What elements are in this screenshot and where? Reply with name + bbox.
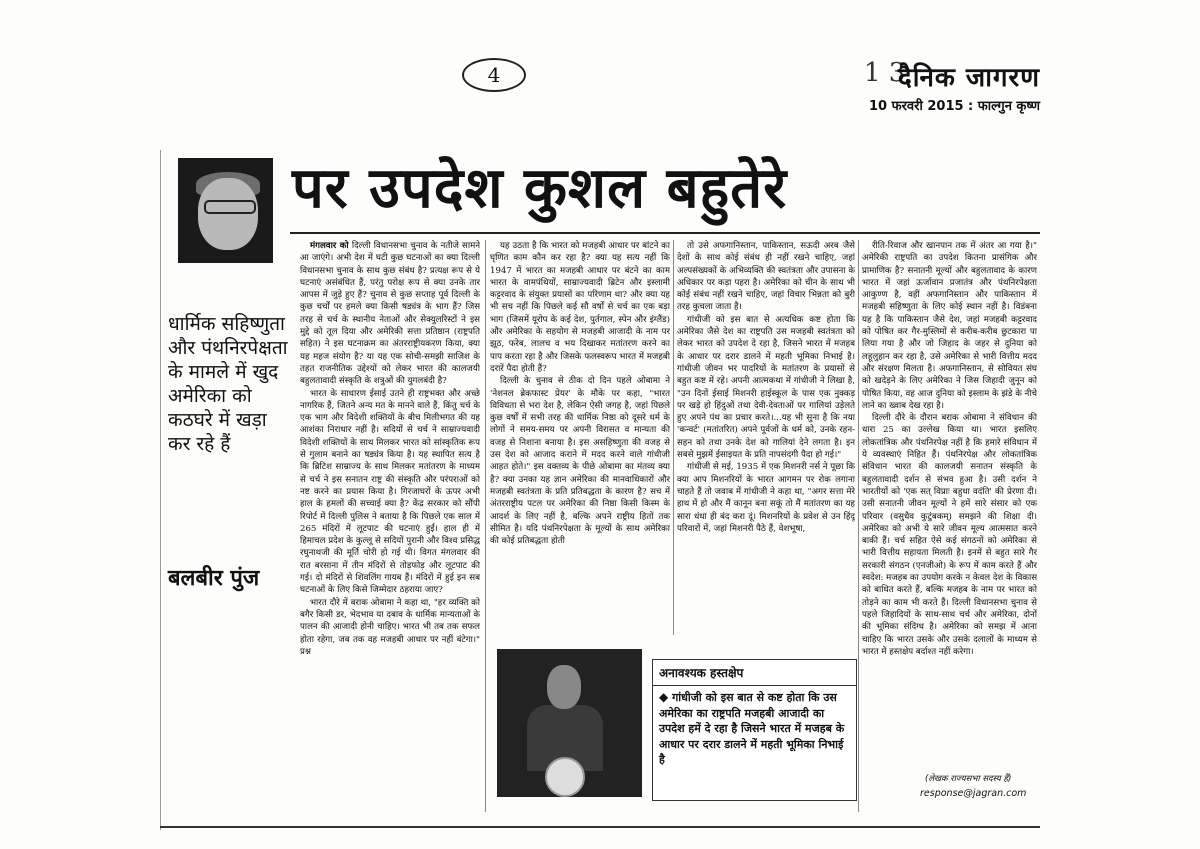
paragraph: यह उठता है कि भारत को मजहबी आधार पर बांटने का घृणित काम कौन कर रहा है? क्या यह सत्य नहीं कि 1947 में भारत का मजहबी आधार पर बंटने का काम भारत के वामपंथियों, साम्राज्यवादी ब्रिटेन और इस्लामी कट्टरवाद के संयुक्त प्रयासों का परिणाम था? और क्या यह भी सच नहीं कि पिछले कई सौ वर्षों से चर्च का एक बड़ा भाग (जिसमें यूरोप के कई देश, पुर्तगाल, स्पेन और इंग्लैंड) और अमेरिका के सहयोग से मजहबी आजादी के नाम पर झूठ, फरेब, लालच व भय दिखाकर मतांतरण करने का पाप करता रहा है और जिसके फलस्वरूप भारत में मजहबी दरारें पैदा होती हैं? — [490, 241, 670, 374]
paragraph: गांधीजी को इस बात से अत्यधिक कष्ट होता कि अमेरिका जैसे देश का राष्ट्रपति उस मजहबी स्वतंत्रता को लेकर भारत को उपदेश दे रहा है, जिसने भारत में मजहब के आधार पर दरार डालने में महती भूमिका निभाई है। गांधीजी जीवन भर पादरियों के मतांतरण के प्रयासों से बहुत कष्ट में रहे। अपनी आत्मकथा में गांधीजी ने लिखा है, "उन दिनों ईसाई मिशनरी हाईस्कूल के पास एक नुक्कड़ पर खड़े हो हिंदुओं तथा देवी-देवताओं पर गालियां उड़ेलते हुए अपने पंथ का प्रचार करते।...यह भी सुना है कि नया 'कन्वर्ट' (मतांतरित) अपने पूर्वजों के धर्म को, उनके रहन-सहन को तथा उनके देश को गालियां देने लगता है। इन सबसे मुझमें ईसाइयत के प्रति नापसंदगी पैदा हो गई।" — [677, 314, 855, 461]
deck-text: धार्मिक सहिष्णुता और पंथनिरपेक्षता के मामले में खुद अमेरिका को कठघरे में खड़ा कर रहे हैं — [168, 313, 288, 455]
presidential-seal-icon — [545, 757, 585, 797]
lead-word: मंगलवार को — [310, 241, 349, 251]
author-note: (लेखक राज्यसभा सदस्य हैं) — [925, 774, 1012, 784]
margin-rule — [160, 150, 161, 830]
pull-quote-body: गांधीजी को इस बात से कष्ट होता कि उस अमेरिका का राष्ट्रपति मजहबी आजादी का उपदेश हमें दे रहा है जिसने भारत में मजहब के आधार पर दरार डालने में महती भूमिका निभाई है — [659, 691, 845, 766]
column-rule — [858, 240, 859, 812]
article-column-1 — [300, 240, 480, 812]
paragraph: तो उसे अफगानिस्तान, पाकिस्तान, सऊदी अरब जैसे देशों के साथ कोई संबंध ही नहीं रखने चाहिए, जहां अल्पसंख्यकों के अभिव्यक्ति की स्वतंत्रता और उपासना के अधिकार पर कड़ा पहरा है। अमेरिका को चीन के साथ भी कोई संबंध नहीं रखने चाहिए, जहां विचार भिन्नता को बुरी तरह कुचला जाता है। — [677, 241, 855, 313]
obama-photo — [497, 649, 642, 797]
column-rule — [485, 240, 486, 812]
paragraph: गांधीजी से मई, 1935 में एक मिशनरी नर्स ने पूछा कि क्या आप मिशनरियों के भारत आगमन पर रोक लगाना चाहते हैं तो जवाब में गांधीजी ने कहा था, "अगर सत्ता मेरे हाथ में हो और मैं कानून बना सकूं तो मैं मतांतरण का यह सारा धंधा ही बंद करा दूं। मिशनरियों के प्रवेश से उन हिंदू परिवारों में, जहां मिशनरी पैठे हैं, वेशभूषा, — [677, 462, 855, 534]
paragraph: रीति-रिवाज और खानपान तक में अंतर आ गया है।" अमेरिकी राष्ट्रपति का उपदेश कितना प्रासंगिक और प्रामाणिक है? सनातनी मूल्यों और बहुलतावाद के कारण भारत में जहां ऊर्जावान प्रजातंत्र और पंथनिरपेक्षता आकुण्ण है, वहीं अफगानिस्तान और पाकिस्तान में मजहबी सहिष्णुता के लिए कोई स्थान नहीं है। विडंबना यह है कि पाकिस्तान जैसे देश, जहां मजहबी कट्टरवाद को पोषित कर गैर-मुस्लिमों से करीब-करीब छुटकारा पा लिया गया है और जो जिहाद के जहर से दुनिया को लहूलुहान कर रहा है, उसे अमेरिका से भारी वित्तीय मदद और संरक्षण मिलता है। अफगानिस्तान, से सोवियत संघ को खदेड़ने के लिए अमेरिका ने जिस जिहादी जुनून को पोषित किया, वह आज दुनिया को इस्लाम के झंडे के नीचे लाने का ख्वाब देख रहा है। — [862, 241, 1037, 411]
column-rule — [673, 240, 674, 635]
headline-rule — [290, 232, 1040, 234]
paragraph: भारत के साधारण ईसाई उतने ही राष्ट्रभक्त और अच्छे नागरिक हैं, जितने अन्य मत के मानने वाले हैं, किंतु चर्च के एक भाग और विदेशी शक्तियों के बीच मिलीभगत की यह आशंका निराधार नहीं है। सदियों से चर्च ने साम्राज्यवादी विदेशी शक्तियों के साथ मिलकर भारत को सांस्कृतिक रूप से गुलाम बनाने का षड्यंत्र किया है। यह स्थापित सत्य है कि ब्रिटिश साम्राज्य के साथ मिलकर मतांतरण के माध्यम से चर्च ने इस सनातन राष्ट्र की संस्कृति और परंपराओं को नष्ट करने का प्रयास किया है। गिरजाघरों के ऊपर अभी हाल के हमलों की सच्चाई क्या है? केंद्र सरकार को सौंपी रिपोर्ट में दिल्ली पुलिस ने बताया है कि पिछले एक साल में 265 मंदिरों में लूटपाट की घटनाएं हुईं। हाल ही में हिमाचल प्रदेश के कुल्लू से सदियों पुरानी और विश्व प्रसिद्ध रघुनाथजी की मूर्ति चोरी हो गई थी। विगत मंगलवार की रात बरसाना में तीन मंदिरों से तोड़फोड़ और लूटपाट की गई। दो मंदिरों से शिवलिंग गायब हैं। मंदिरों में हुई इन सब घटनाओं के लिए किसे जिम्मेदार ठहराया जाए? — [300, 388, 480, 596]
author-photo — [178, 158, 273, 263]
handwritten-page-number: 4 — [462, 58, 526, 92]
paper-date: 10 फरवरी 2015 : फाल्गुन कृष्ण — [868, 99, 1040, 114]
article-column-2 — [490, 240, 670, 635]
bullet-icon: ◆ — [659, 690, 669, 704]
handwritten-mark: 1 3 — [864, 58, 906, 88]
article-column-4 — [862, 240, 1037, 812]
bottom-rule — [160, 826, 1040, 828]
paragraph: दिल्ली विधानसभा चुनाव के नतीजे सामने आ जाएंगे। अभी देश में घटी कुछ घटनाओं का क्या दिल्ली विधानसभा चुनाव के साथ कुछ संबंध है? प्रत्यक्ष रूप से ये घटनाएं असंबंधित हैं, परंतु परोक्ष रूप से क्या उनके तार आपस में जुड़े हुए हैं? चुनाव से कुछ सप्ताह पूर्व दिल्ली के कुछ चर्चों पर हमले क्या किसी षड्यंत्र के भाग हैं? जिस तरह से चर्च के स्थानीय नेताओं और सेक्युलरिस्टों ने इस मुद्दे को तूल दिया और अमेरिकी सत्ता प्रतिष्ठान (राष्ट्रपति सहित) ने इस घटनाक्रम का अंतरराष्ट्रीयकरण किया, क्या यह महज संयोग है? या यह एक सोची-समझी साजिश के तहत राजनीतिक उद्देश्यों को लेकर भारत की कालजयी बहुलतावादी संस्कृति के शत्रुओं की युगलबंदी है? — [300, 241, 480, 387]
paragraph: दिल्ली दौरे के दौरान बराक ओबामा ने संविधान की धारा 25 का उल्लेख किया था। भारत इसलिए लोकतांत्रिक और पंथनिरपेक्ष नहीं है कि हमारे संविधान में ये व्यवस्थाएं निहित हैं। पंथनिरपेक्ष और लोकतांत्रिक संविधान भारत की कालजयी सनातन संस्कृति के बहुलतावादी दर्शन से संभव हुआ है। उसी दर्शन ने भारतीयों को 'एक सत् विप्राः बहुधा वदंति' की प्रेरणा दी। उसी सनातनी जीवन मूल्यों ने हमें सारे संसार को एक परिवार (वसुधैव कुटुंबकम्) समझने की शिक्षा दी। अमेरिका को अभी ये सारे जीवन मूल्य आत्मसात करने बाकी हैं। चर्च सहित ऐसे कई संगठनों को अमेरिका से भारी वित्तीय सहायता मिलती है। इनमें से बहुत सारे गैर सरकारी संगठन (एनजीओ) के रूप में काम करते हैं और स्वदेश: मजहब का उपयोग करके न केवल देश के विकास को बाधित करते हैं, बल्कि मजहब के नाम पर भारत को तोड़ने का काम भी करते हैं। दिल्ली विधानसभा चुनाव से पहले जिहादियों के साथ-साथ चर्च और अमेरिका, दोनों की भूमिका संदिग्ध है। अमेरिका को समझ में आना चाहिए कि भारत उसके और उसके दलालों के माध्यम से भारत में हस्तक्षेप बर्दाश्त नहीं करेगा। — [862, 413, 1037, 657]
paragraph: दिल्ली के चुनाव से ठीक दो दिन पहले ओबामा ने 'नेशनल ब्रेकफास्ट प्रेयर' के मौके पर कहा, "भारत विविधता से भरा देश है, लेकिन ऐसी जगह है, जहां पिछले कुछ वर्षों में सभी तरह की धार्मिक निष्ठा को दूसरे धर्म के लोगों ने समय-समय पर अपनी विरासत व मान्यता की वजह से निशाना बनाया है। इस असहिष्णुता की वजह से उस देश को आजाद कराने में मदद करने वाले गांधीजी आहत होते।" इस वक्तव्य के पीछे ओबामा का मंतव्य क्या है? क्या उनका यह ज्ञान अमेरिका की मानवाधिकारों और मजहबी स्वतंत्रता के प्रति प्रतिबद्धता के कारण है? सच में अंतरराष्ट्रीय पटल पर अमेरिका की निष्ठा किसी किस्म के आदर्श के लिए नहीं है, बल्कि अपने राष्ट्रीय हितों तक सीमित है। यदि पंथनिरपेक्षता के मूल्यों के साथ अमेरिका की कोई प्रतिबद्धता होती — [490, 376, 670, 547]
pull-quote-box — [652, 659, 857, 801]
paragraph: भारत दौरे में बराक ओबामा ने कहा था, "हर व्यक्ति को बगैर किसी डर, भेदभाव या दबाव के धार्मिक मान्यताओं के पालन की आजादी होनी चाहिए। भारत भी तब तक सफल होता रहेगा, जब तक वह मजहबी आधार पर नहीं बंटेगा।" प्रश्न — [300, 597, 480, 657]
pull-quote-title: अनावश्यक हस्तक्षेप — [653, 660, 856, 686]
article-column-3 — [677, 240, 855, 635]
headline: पर उपदेश कुशल बहुतेरे — [292, 156, 788, 221]
masthead — [869, 58, 1040, 114]
response-email: response@jagran.com — [920, 788, 1027, 799]
paper-name: दैनिक जागरण — [897, 63, 1040, 93]
author-name: बलबीर पुंज — [168, 566, 260, 591]
pull-quote-text — [653, 686, 856, 772]
